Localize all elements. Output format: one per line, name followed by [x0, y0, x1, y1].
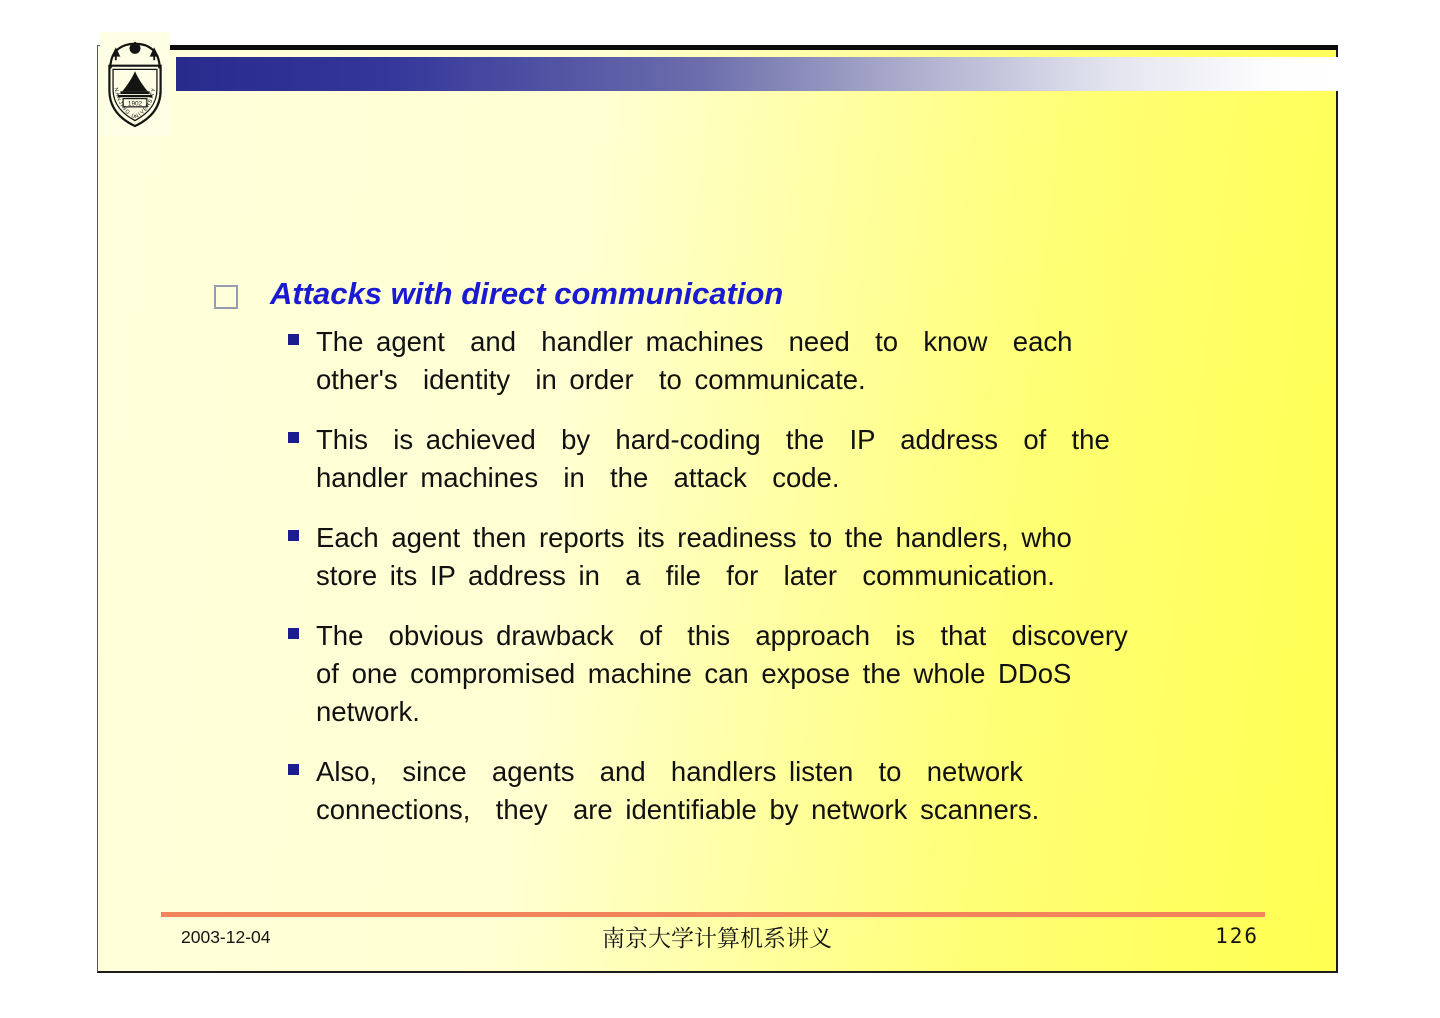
footer-center-text: 南京大学计算机系讲义: [602, 926, 832, 952]
bullet-text-line: of one compromised machine can expose the whole DDoS: [316, 658, 1072, 689]
bullet-text-line: Also, since agents and handlers listen to network: [316, 756, 1024, 787]
nanjing-university-seal-icon: [103, 35, 167, 133]
square-bullet-icon: [288, 334, 299, 345]
bullet-text-line: The obvious drawback of this approach is that discovery: [316, 620, 1128, 651]
slide-title-row: [214, 276, 783, 312]
bullet-text-line: The agent and handler machines need to know each: [316, 326, 1073, 357]
header-gradient-bar: [176, 57, 1338, 91]
slide-title: Attacks with direct communication: [270, 276, 784, 311]
bullet-text-line: connections, they are identifiable by network scanners.: [316, 794, 1040, 825]
bullet-text-line: store its IP address in a file for later communication.: [316, 560, 1055, 591]
page-number: 126: [1215, 924, 1259, 948]
bullet-text-line: other's identity in order to communicate.: [316, 364, 866, 395]
bullet-text-line: Each agent then reports its readiness to the handlers, who: [316, 522, 1072, 553]
bullet-text-line: handler machines in the attack code.: [316, 462, 840, 493]
seal-ring-text: NANJING UNIVERSITY: [112, 86, 158, 121]
square-bullet-icon: [288, 432, 299, 443]
slide: [97, 45, 1338, 973]
list-item: [288, 421, 1128, 497]
footer-date: 2003-12-04: [181, 927, 271, 947]
university-logo: [100, 32, 170, 136]
list-item: [288, 753, 1128, 829]
square-bullet-icon: [288, 628, 299, 639]
bullet-text-line: network.: [316, 696, 420, 727]
list-item: [288, 617, 1128, 731]
hollow-square-bullet-icon: [214, 285, 238, 309]
list-item: [288, 323, 1128, 399]
square-bullet-icon: [288, 764, 299, 775]
seal-year: 1902: [127, 100, 143, 108]
bullet-list: [288, 323, 1128, 851]
footer-rule: [161, 912, 1265, 917]
bullet-text-line: This is achieved by hard-coding the IP address of the: [316, 424, 1110, 455]
top-rule: [170, 45, 1338, 50]
square-bullet-icon: [288, 530, 299, 541]
list-item: [288, 519, 1128, 595]
